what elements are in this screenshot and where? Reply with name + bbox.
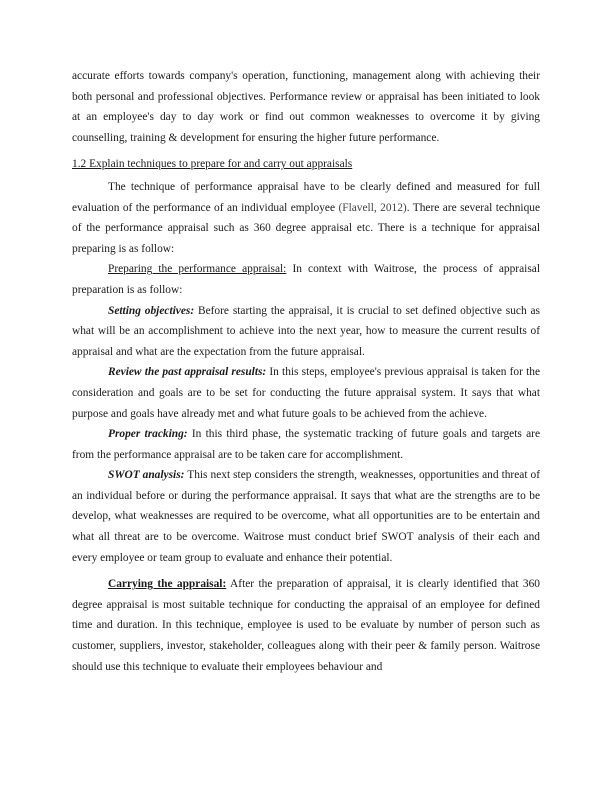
setting-objectives-paragraph <box>72 301 540 363</box>
review-results-paragraph <box>72 362 540 424</box>
swot-analysis-text: This next step considers the strength, weaknesses, opportunities and threat of an individual before or during the performance appraisal. It says that what are the strengths are to be develop, what weaknesses are required to be overcome, what all opportunities are to be entertain and what all threat are to be overcome. Waitrose must conduct brief SWOT analysis of their each and every employee or team group to evaluate and enhance their potential. <box>72 469 540 564</box>
citation: (Flavell, 2012) <box>338 201 407 214</box>
proper-tracking-paragraph <box>72 424 540 465</box>
carrying-paragraph <box>72 574 540 677</box>
preparing-text: In context with Waitrose, the process of appraisal preparation is as follow: <box>72 263 540 296</box>
carrying-text: After the preparation of appraisal, it is clearly identified that 360 degree appraisal is most suitable technique for conducting the appraisal of an employee for defined time and duration. In this technique, employee is used to be evaluate by number of person such as customer, suppliers, investor, stakeholder, colleagues along with their peer & family person. Waitrose should use this technique to evaluate their employees behaviour and <box>72 578 541 673</box>
review-results-label: Review the past appraisal results: <box>108 366 267 379</box>
swot-analysis-label: SWOT analysis: <box>108 469 185 482</box>
preparing-label: Preparing the performance appraisal: <box>108 263 287 276</box>
preparing-paragraph <box>72 259 540 300</box>
carrying-label: Carrying the appraisal: <box>108 578 227 591</box>
swot-analysis-paragraph <box>72 465 540 568</box>
technique-text-end: . There are several technique of the performance appraisal such as 360 degree appraisal etc. There is a technique for appraisal preparing is as follow: <box>72 201 541 255</box>
setting-objectives-text: Before starting the appraisal, it is crucial to set defined objective such as what will be an accomplishment to achieve into the next year, how to measure the current results of appraisal and what are the expectation from the future appraisal. <box>72 304 540 358</box>
section-heading: 1.2 Explain techniques to prepare for and carry out appraisals <box>72 158 353 171</box>
document-page <box>72 66 540 677</box>
setting-objectives-label: Setting objectives: <box>108 304 195 317</box>
proper-tracking-text: In this third phase, the systematic tracking of future goals and targets are from the performance appraisal are to be taken care for accomplishment. <box>72 428 540 461</box>
technique-paragraph <box>72 177 540 259</box>
review-results-text: In this steps, employee's previous appraisal is taken for the consideration and goals are to be set for conducting the future appraisal system. It says that what purpose and goals have already met and what future goals to be achieved from the achieve. <box>72 366 540 420</box>
proper-tracking-label: Proper tracking: <box>108 428 188 441</box>
intro-paragraph: accurate efforts towards company's operation, functioning, management along with achieving their both personal and professional objectives. Performance review or appraisal has been initiated to look at an employee's day to day work or find out common weaknesses to overcome it by giving counselling, training & development for ensuring the higher future performance. <box>72 70 540 144</box>
technique-text-start: The technique of performance appraisal have to be clearly defined and measured for full evaluation of the performance of an individual employee <box>72 180 540 214</box>
